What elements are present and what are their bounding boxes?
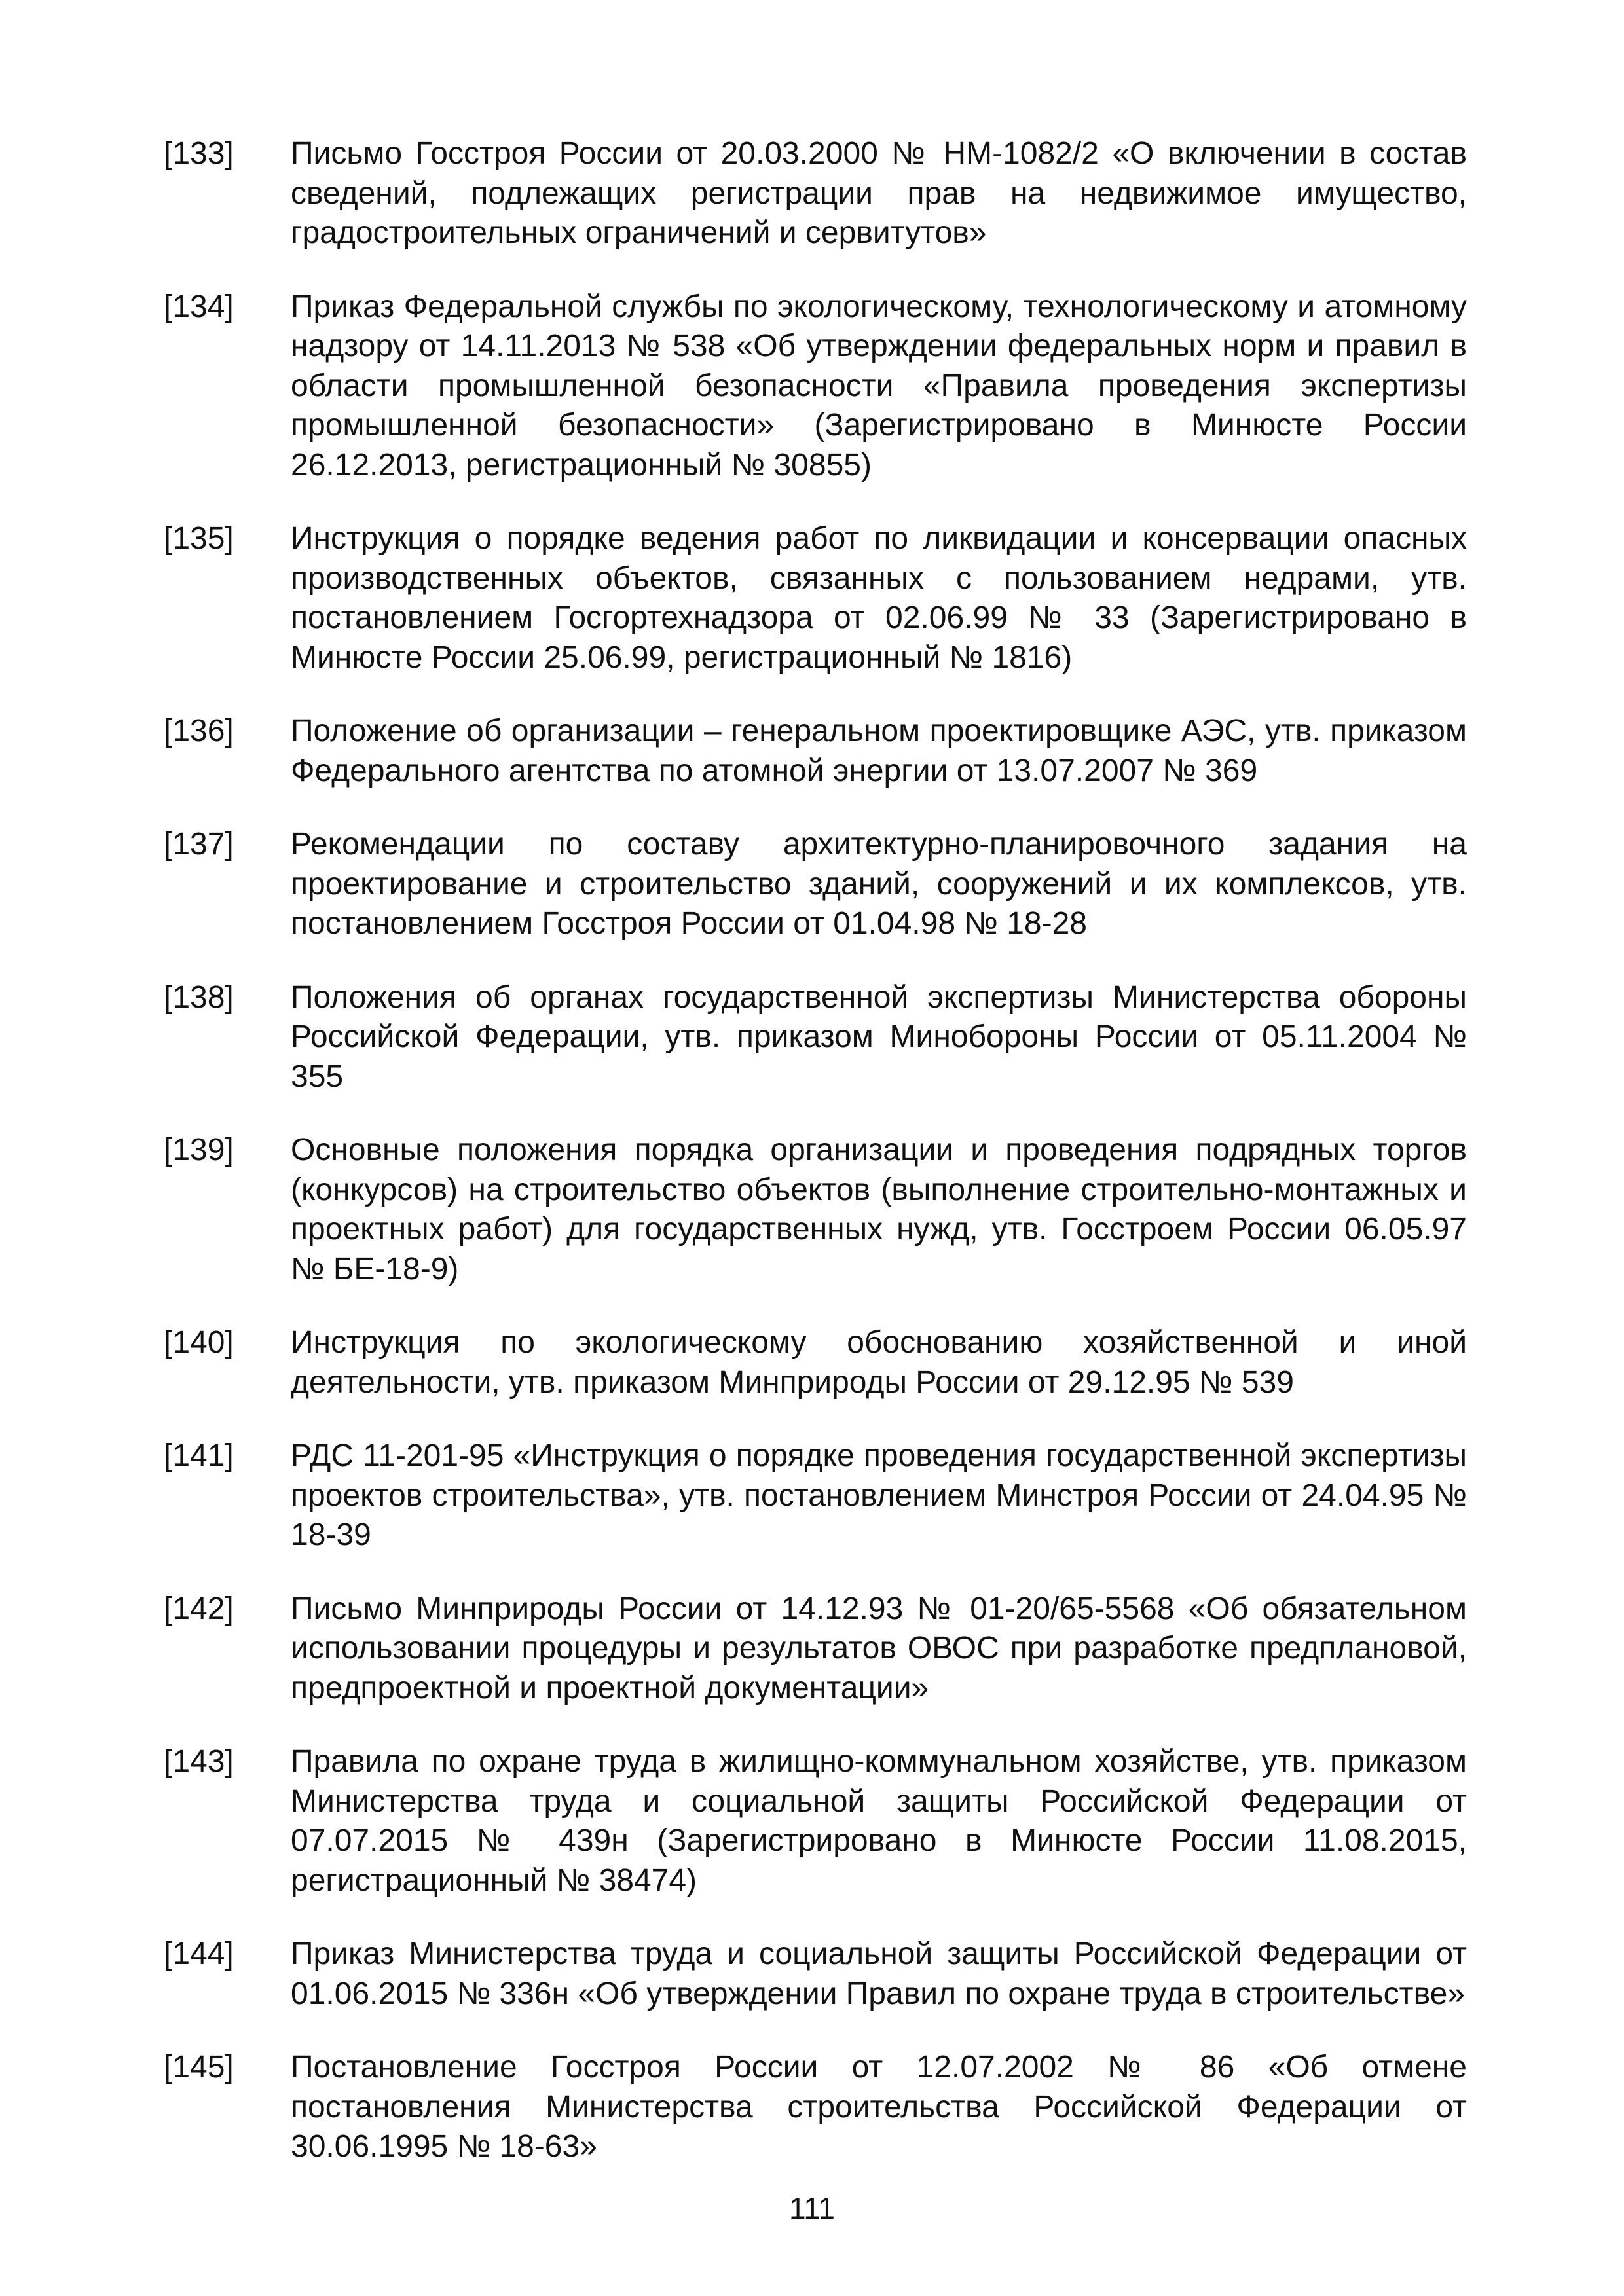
reference-text: Приказ Федеральной службы по экологическому, технологическому и атомному надзору от 14.11.2013 № 538 «Об утверждении федеральных норм и правил в области промышленной безопасности «Правила проведения экспертизы промышленной безопасности» (Зарегистрировано в Минюсте России 26.12.2013, регистрационный № 30855) bbox=[291, 289, 1467, 483]
reference-text: Постановление Госстроя России от 12.07.2002 № 86 «Об отмене постановления Министерства строительства Российской Федерации от 30.06.1995 № 18-63» bbox=[291, 2050, 1467, 2164]
reference-text: Положение об организации – генеральном проектировщике АЭС, утв. приказом Федерального агентства по атомной энергии от 13.07.2007 № 369 bbox=[291, 714, 1467, 788]
reference-number: [145] bbox=[164, 2050, 234, 2085]
reference-item bbox=[164, 2048, 1467, 2167]
reference-text: Основные положения порядка организации и проведения подрядных торгов (конкурсов) на строительство объектов (выполнение строительно-монтажных и проектных работ) для государственных нужд, утв. Госстроем России 06.05.97 № БЕ-18-9) bbox=[291, 1133, 1467, 1286]
reference-number: [133] bbox=[164, 136, 234, 171]
reference-list bbox=[164, 134, 1467, 2201]
reference-number: [139] bbox=[164, 1133, 234, 1167]
reference-text: Инструкция по экологическому обоснованию хозяйственной и иной деятельности, утв. приказом Минприроды России от 29.12.95 № 539 bbox=[291, 1325, 1467, 1400]
reference-text: РДС 11-201-95 «Инструкция о порядке проведения государственной экспертизы проектов строительства», утв. постановлением Минстроя России от 24.04.95 № 18-39 bbox=[291, 1438, 1467, 1552]
reference-number: [140] bbox=[164, 1325, 234, 1360]
reference-item bbox=[164, 1590, 1467, 1709]
reference-text: Приказ Министерства труда и социальной защиты Российской Федерации от 01.06.2015 № 336н «Об утверждении Правил по охране труда в строительстве» bbox=[291, 1937, 1467, 2011]
reference-item bbox=[164, 287, 1467, 486]
reference-item bbox=[164, 134, 1467, 253]
reference-number: [142] bbox=[164, 1591, 234, 1626]
reference-text: Правила по охране труда в жилищно-коммунальном хозяйстве, утв. приказом Министерства труда и социальной защиты Российской Федерации от 07.07.2015 № 439н (Зарегистрировано в Минюсте России 11.08.2015, регистрационный № 38474) bbox=[291, 1744, 1467, 1898]
reference-item bbox=[164, 1935, 1467, 2014]
reference-number: [135] bbox=[164, 521, 234, 556]
reference-number: [136] bbox=[164, 714, 234, 748]
reference-number: [138] bbox=[164, 979, 234, 1015]
reference-number: [137] bbox=[164, 827, 234, 862]
reference-text: Положения об органах государственной экспертизы Министерства обороны Российской Федерации, утв. приказом Минобороны России от 05.11.2004 № 355 bbox=[291, 979, 1467, 1094]
reference-item bbox=[164, 1131, 1467, 1289]
reference-item bbox=[164, 712, 1467, 791]
reference-item bbox=[164, 1323, 1467, 1402]
reference-text: Инструкция о порядке ведения работ по ликвидации и консервации опасных производственных объектов, связанных с пользованием недрами, утв. постановлением Госгортехнадзора от 02.06.99 № 33 (Зарегистрировано в Минюсте России 25.06.99, регистрационный № 1816) bbox=[291, 521, 1467, 675]
reference-number: [143] bbox=[164, 1744, 234, 1779]
reference-text: Письмо Минприроды России от 14.12.93 № 01-20/65-5568 «Об обязательном использовании процедуры и результатов ОВОС при разработке предплановой, предпроектной и проектной документации» bbox=[291, 1591, 1467, 1705]
reference-number: [134] bbox=[164, 289, 234, 324]
reference-item bbox=[164, 978, 1467, 1097]
page-number: 111 bbox=[789, 2191, 835, 2225]
reference-item bbox=[164, 1436, 1467, 1556]
reference-text: Рекомендации по составу архитектурно-планировочного задания на проектирование и строительство зданий, сооружений и их комплексов, утв. постановлением Госстроя России от 01.04.98 № 18-28 bbox=[291, 827, 1467, 941]
reference-item bbox=[164, 825, 1467, 944]
reference-item bbox=[164, 519, 1467, 678]
reference-item bbox=[164, 1742, 1467, 1901]
reference-number: [144] bbox=[164, 1937, 234, 1971]
reference-number: [141] bbox=[164, 1438, 234, 1473]
reference-text: Письмо Госстроя России от 20.03.2000 № НМ-1082/2 «О включении в состав сведений, подлежащих регистрации прав на недвижимое имущество, градостроительных ограничений и сервитутов» bbox=[291, 136, 1467, 250]
